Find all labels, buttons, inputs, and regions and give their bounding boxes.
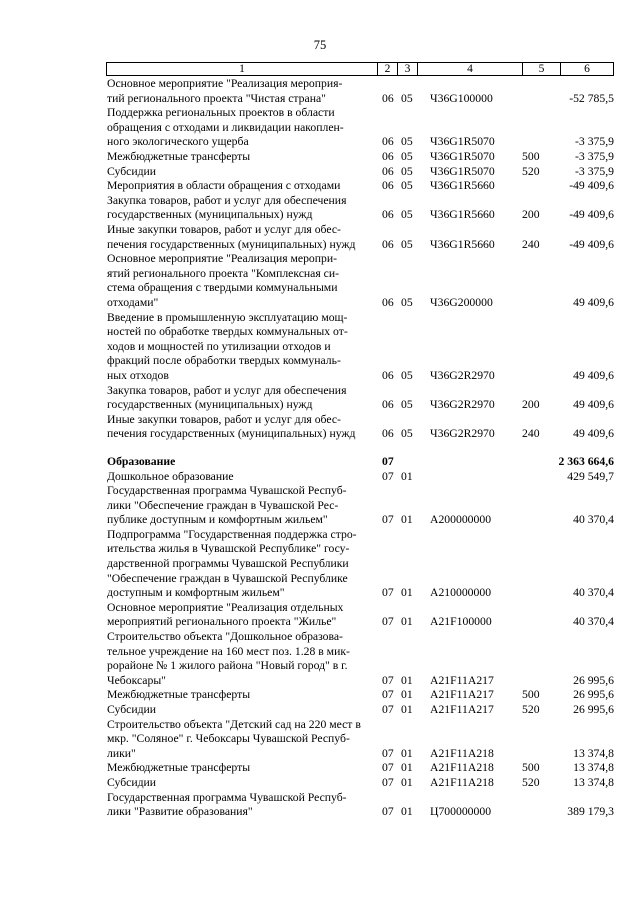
row-expense-type: 520 (522, 164, 540, 178)
row-subsection: 01 (401, 615, 413, 629)
table-row (0, 77, 640, 106)
row-amount: 49 409,6 (573, 295, 614, 309)
row-section: 06 (382, 295, 394, 309)
row-section: 07 (382, 776, 394, 790)
table-row (0, 311, 640, 384)
row-amount: 13 374,8 (573, 761, 614, 775)
table-row (0, 106, 640, 150)
row-subsection: 01 (401, 776, 413, 790)
row-name: Субсидии (107, 703, 157, 717)
row-subsection: 05 (401, 164, 413, 178)
table-row (0, 528, 640, 601)
row-expense-type: 520 (522, 703, 540, 717)
row-target-code: Ч36G2R2970 (430, 398, 495, 412)
table-row (0, 776, 640, 791)
table-spacer (0, 442, 640, 455)
row-subsection: 05 (401, 179, 413, 193)
budget-table-body (0, 77, 640, 820)
row-section: 06 (382, 208, 394, 222)
row-subsection: 05 (401, 368, 413, 382)
row-amount: 26 995,6 (573, 688, 614, 702)
row-target-code: А21F11А217 (430, 688, 494, 702)
row-expense-type: 500 (522, 761, 540, 775)
row-amount: 429 549,7 (567, 469, 614, 483)
row-target-code: Ч36G1R5660 (430, 208, 495, 222)
row-section: 06 (382, 164, 394, 178)
row-section: 07 (382, 454, 394, 468)
row-name: Межбюджетные трансферты (107, 149, 251, 163)
row-name: Поддержка региональных проектов в области обращения с отходами и ликвидации накоплен- ного экологического ущерба (107, 106, 344, 149)
row-name: Мероприятия в области обращения с отходами (107, 179, 341, 193)
row-target-code: А21F11А218 (430, 776, 494, 790)
row-target-code: Ч36G200000 (430, 295, 493, 309)
row-subsection: 05 (401, 237, 413, 251)
row-subsection: 05 (401, 135, 413, 149)
row-section: 07 (382, 513, 394, 527)
row-name: Субсидии (107, 776, 157, 790)
row-amount: 26 995,6 (573, 673, 614, 687)
header-col-5: 5 (522, 63, 560, 75)
row-target-code: А21F11А217 (430, 703, 494, 717)
row-target-code: А21F11А218 (430, 746, 494, 760)
header-col-1: 1 (239, 63, 245, 75)
table-row (0, 150, 640, 165)
row-name: Основное мероприятие "Реализация отдельных мероприятий регионального проекта "Жилье" (107, 600, 344, 629)
row-section: 06 (382, 427, 394, 441)
row-expense-type: 500 (522, 149, 540, 163)
row-name: Государственная программа Чувашской Респуб- лики "Развитие образования" (107, 790, 347, 819)
table-row (0, 194, 640, 223)
row-subsection: 01 (401, 688, 413, 702)
row-name: Дошкольное образование (107, 469, 234, 483)
row-name: Введение в промышленную эксплуатацию мощ- ностей по обработке твердых коммунальных от- ходов и мощностей по утилизации отходов и фракций после обработки твердых коммуналь- ных отходов (107, 310, 348, 382)
row-section: 07 (382, 703, 394, 717)
row-target-code: Ч36G1R5070 (430, 149, 495, 163)
header-col-4: 4 (417, 63, 522, 75)
row-expense-type: 520 (522, 776, 540, 790)
row-section: 07 (382, 761, 394, 775)
row-subsection: 01 (401, 703, 413, 717)
row-amount: 13 374,8 (573, 746, 614, 760)
row-subsection: 05 (401, 295, 413, 309)
row-name: Основное мероприятие "Реализация меропри- ятий регионального проекта "Комплексная си- стема обращения с твердыми коммунальными отходами" (107, 252, 339, 309)
row-section: 07 (382, 673, 394, 687)
page-number: 75 (313, 38, 327, 52)
row-expense-type: 240 (522, 427, 540, 441)
row-name: Образование (107, 454, 176, 468)
row-subsection: 01 (401, 673, 413, 687)
row-name: Межбюджетные трансферты (107, 688, 251, 702)
row-target-code: А21F11А218 (430, 761, 494, 775)
row-section: 06 (382, 368, 394, 382)
row-name: Основное мероприятие "Реализация мероприя- тий регионального проекта "Чистая страна" (107, 77, 343, 105)
row-section: 07 (382, 615, 394, 629)
row-expense-type: 240 (522, 237, 540, 251)
table-row (0, 252, 640, 310)
table-row (0, 413, 640, 442)
row-section: 06 (382, 237, 394, 251)
row-expense-type: 200 (522, 398, 540, 412)
row-subsection: 05 (401, 427, 413, 441)
row-section: 06 (382, 91, 394, 105)
row-target-code: А200000000 (430, 513, 492, 527)
row-name: Субсидии (107, 164, 157, 178)
row-amount: -3 375,9 (575, 164, 614, 178)
row-amount: 49 409,6 (573, 368, 614, 382)
row-name: Закупка товаров, работ и услуг для обеспечения государственных (муниципальных) нужд (107, 193, 347, 222)
table-row (0, 223, 640, 252)
header-col-3: 3 (397, 63, 417, 75)
row-amount: 49 409,6 (573, 398, 614, 412)
row-target-code: А21F11А217 (430, 673, 494, 687)
row-subsection: 01 (401, 746, 413, 760)
table-row (0, 601, 640, 630)
header-col-6: 6 (560, 63, 613, 75)
row-name: Иные закупки товаров, работ и услуг для обес- печения государственных (муниципальных) нужд (107, 412, 356, 441)
table-row (0, 703, 640, 718)
row-expense-type: 500 (522, 688, 540, 702)
row-name: Строительство объекта "Детский сад на 220 мест в мкр. "Соляное" г. Чебоксары Чувашской Респуб- лики" (107, 717, 361, 760)
row-subsection: 05 (401, 398, 413, 412)
table-row (0, 384, 640, 413)
header-col-2: 2 (377, 63, 397, 75)
row-section: 06 (382, 398, 394, 412)
row-subsection: 05 (401, 208, 413, 222)
row-name: Закупка товаров, работ и услуг для обеспечения государственных (муниципальных) нужд (107, 383, 347, 412)
row-section: 07 (382, 469, 394, 483)
row-amount: -3 375,9 (575, 149, 614, 163)
row-section: 07 (382, 805, 394, 819)
row-amount: 49 409,6 (573, 427, 614, 441)
table-row (0, 688, 640, 703)
row-section: 07 (382, 586, 394, 600)
row-amount: 2 363 664,6 (558, 454, 614, 468)
row-target-code: Ч36G100000 (430, 91, 493, 105)
row-target-code: Ч36G2R2970 (430, 427, 495, 441)
table-row (0, 179, 640, 194)
row-target-code: Ч36G2R2970 (430, 368, 495, 382)
table-row (0, 484, 640, 528)
row-name: Строительство объекта "Дошкольное образова- тельное учреждение на 160 мест поз. 1.28 в мик- рорайоне № 1 жилого района "Новый город" в г. Чебоксары" (107, 630, 350, 687)
row-target-code: Ч36G1R5660 (430, 179, 495, 193)
row-target-code: Ч36G1R5660 (430, 237, 495, 251)
row-amount: -49 409,6 (569, 208, 614, 222)
table-row (0, 761, 640, 776)
row-amount: 389 179,3 (567, 805, 614, 819)
row-target-code: Ч36G1R5070 (430, 135, 495, 149)
row-name: Государственная программа Чувашской Респуб- лики "Обеспечение граждан в Чувашской Рес- публике доступным и комфортным жильем" (107, 484, 347, 527)
table-row (0, 630, 640, 688)
table-row (0, 470, 640, 485)
row-subsection: 01 (401, 805, 413, 819)
row-amount: 13 374,8 (573, 776, 614, 790)
row-subsection: 01 (401, 513, 413, 527)
row-section: 06 (382, 149, 394, 163)
row-amount: -52 785,5 (569, 91, 614, 105)
row-amount: -49 409,6 (569, 237, 614, 251)
row-name: Иные закупки товаров, работ и услуг для обес- печения государственных (муниципальных) нужд (107, 222, 356, 251)
row-subsection: 01 (401, 469, 413, 483)
row-amount: 40 370,4 (573, 615, 614, 629)
row-target-code: Ч36G1R5070 (430, 164, 495, 178)
row-amount: 40 370,4 (573, 586, 614, 600)
row-section: 06 (382, 179, 394, 193)
row-name: Межбюджетные трансферты (107, 761, 251, 775)
table-header (106, 62, 614, 76)
row-section: 07 (382, 688, 394, 702)
row-expense-type: 200 (522, 208, 540, 222)
row-subsection: 01 (401, 761, 413, 775)
row-target-code: Ц700000000 (430, 805, 492, 819)
table-row (0, 165, 640, 180)
row-amount: 26 995,6 (573, 703, 614, 717)
row-subsection: 05 (401, 149, 413, 163)
row-target-code: А210000000 (430, 586, 492, 600)
row-name: Подпрограмма "Государственная поддержка стро- ительства жилья в Чувашской Республике" госу- дарственной программы Чувашской Республики "Обеспечение граждан в Чувашской Республике доступным и комфортным жильем" (107, 527, 357, 600)
row-subsection: 05 (401, 91, 413, 105)
row-section: 06 (382, 135, 394, 149)
row-amount: -3 375,9 (575, 135, 614, 149)
table-row (0, 791, 640, 820)
row-amount: 40 370,4 (573, 513, 614, 527)
table-row (0, 718, 640, 762)
table-row (0, 455, 640, 470)
row-target-code: А21F100000 (430, 615, 492, 629)
row-subsection: 01 (401, 586, 413, 600)
row-section: 07 (382, 746, 394, 760)
row-amount: -49 409,6 (569, 179, 614, 193)
